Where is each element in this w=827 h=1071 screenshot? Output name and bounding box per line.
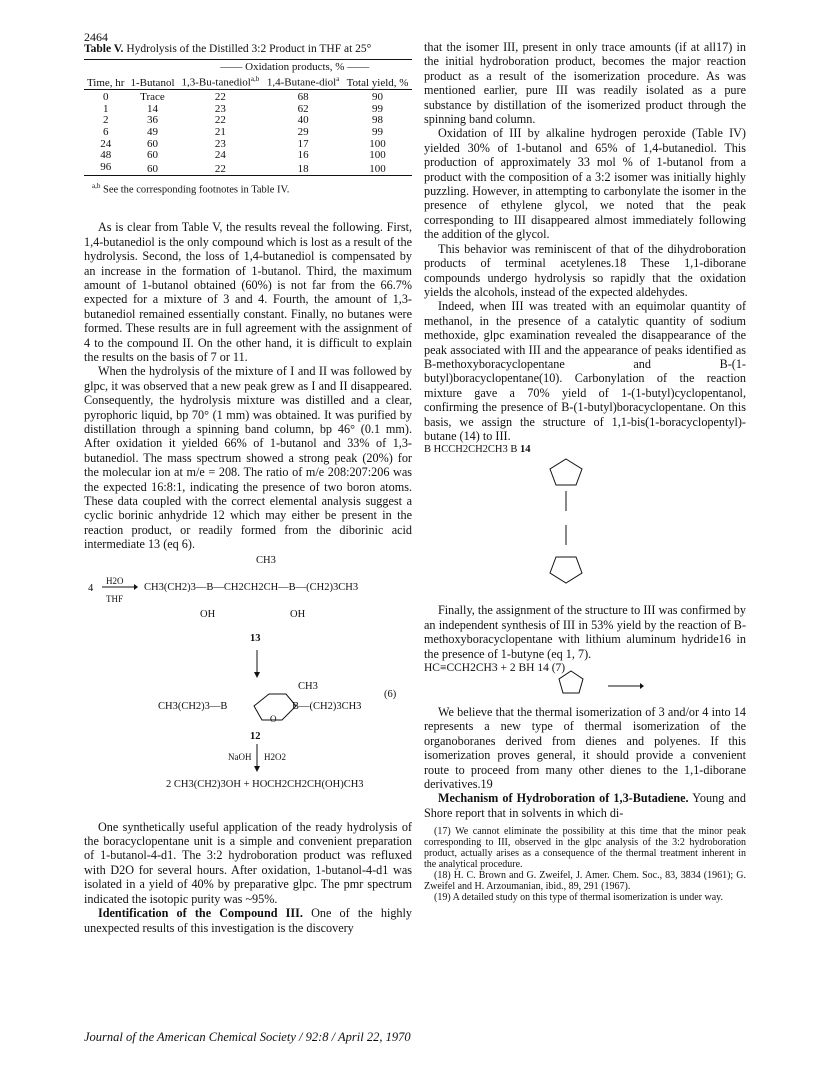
header-total-yield: Total yield, % — [343, 74, 412, 90]
paragraph-mechanism: Mechanism of Hydroboration of 1,3-Butadiene. Young and Shore report that in solvents in which di- — [424, 791, 746, 820]
section-heading-identification: Identification of the Compound III. — [98, 906, 303, 921]
reaction-arrow-icon — [608, 681, 644, 691]
journal-footer: Journal of the American Chemical Society / 92:8 / April 22, 1970 — [84, 1030, 411, 1044]
equation-6 — [84, 552, 412, 820]
right-column — [424, 40, 746, 903]
eq6-reagent: NaOH — [228, 751, 252, 762]
section-heading-mechanism: Mechanism of Hydroboration of 1,3-Butadiene. — [438, 791, 689, 806]
paragraph: that the isomer III, present in only trace amounts (if at all17) in the initial hydroboration product, becomes the major reaction product as a result of the isomerization procedure. As was mentioned earlier, pure III was readily isolated as a pure substance by distillation of the isomerized product through the spinning band column. — [424, 40, 746, 127]
table-group-header: —— Oxidation products, % —— — [220, 61, 370, 74]
paragraph: We believe that the thermal isomerization of 3 and/or 4 into 14 represents a new type of thermal isomerization of the organoboranes derived from dienes and polyenes. If this isomerization proves general, it should provide a convenient route to proceed from many other dienes to the 1,1-diborane derivatives.19 — [424, 705, 746, 792]
paragraph: Indeed, when III was treated with an equimolar quantity of methanol, in the presence of a catalytic quantity of sodium methoxide, glpc examination revealed the disappearance of the peak associated with III and the appearance of peaks identified as B-methoxyboracyclopentane and B-(1-butyl)boracyclopentane(10). Carbonylation of the reaction mixture gave a 70% yield of 1-(1-butyl)cyclopentanol, confirming the presence of B-(1-butyl)boracyclopentane. On this basis, we assign the structure of 1,1-bis(1-boracyclopentyl)-butane (14) to III. — [424, 299, 746, 443]
table-caption — [84, 42, 412, 56]
eq6-formula-13: CH3(CH2)3—B—CH2CH2CH—B—(CH2)3CH3 — [144, 581, 359, 593]
eq6-ring-ch3: CH3 — [298, 680, 318, 692]
eq6-ring-oxygen: O — [270, 713, 277, 724]
struct14-label: 14 — [520, 444, 531, 456]
data-table — [84, 59, 412, 176]
bond-line-icon — [564, 525, 568, 545]
cyclopentane-ring-icon — [557, 669, 585, 697]
table-row: 1 14 23 62 99 — [102, 102, 384, 115]
paragraph: One synthetically useful application of the ready hydrolysis of the boracyclopentane unit is a simple and convenient preparation of 1-butanol-4-d1. The 3:2 hydroboration product was refluxed with D2O for several hours. After oxidation, 1-butanol-4-d1 was isolated in a yield of 40% by preparative glpc. The pmr spectrum indicated the isotopic purity was ~95%. — [84, 819, 412, 906]
eq7-left: HC≡CCH2CH3 + 2 — [424, 662, 516, 674]
table-caption-text: Hydrolysis of the Distilled 3:2 Product in THF at 25° — [126, 43, 372, 55]
eq6-arrow-top: H2O — [106, 575, 124, 586]
table-row: 48 60 24 16 100 — [100, 149, 386, 162]
table-row: 24 60 23 17 100 — [100, 137, 386, 150]
table-row: 0 Trace 22 68 90 — [102, 91, 384, 104]
cyclopentane-ring-icon — [546, 457, 586, 487]
eq6-ring-right: B—(CH2)3CH3 — [292, 700, 362, 712]
eq6-ring-left: CH3(CH2)3—B — [158, 700, 228, 712]
left-column — [84, 40, 412, 935]
header-butanol: 1-Butanol — [127, 74, 177, 90]
struct14-b-bottom: B — [510, 444, 518, 456]
table-header-row — [84, 74, 412, 90]
paragraph: This behavior was reminiscent of that of the dihydroboration products of terminal acetylenes.18 These 1,1-diborane compounds undergo hydrolysis so rapidly that the oxidation yields the alcohols, instead of the expected aldehydes. — [424, 241, 746, 299]
eq7-number: (7) — [551, 662, 566, 674]
equation-7 — [424, 661, 746, 705]
paragraph: Oxidation of III by alkaline hydrogen peroxide (Table IV) yielded 30% of 1-butanol and 65% of 1,4-butanediol. This production of approximately 33 mol % of 1-butanol from a product with the composition of a 3:2 isomer was initially highly puzzling. However, in attempting to carbonylate the isomer in the presence of ethylene glycol, we noted that the peak corresponding to III disappeared almost immediately following the addition of the glycol. — [424, 126, 746, 242]
eq6-ch3-top: CH3 — [256, 554, 276, 566]
paragraph: Finally, the assignment of the structure to III was confirmed by an independent synthesis of III in 53% yield by the reaction of B-methoxyboracyclopentane with lithium aluminum hydride16 in the presence of 1-butyne (eq 1, 7). — [424, 603, 746, 661]
footnote: (17) We cannot eliminate the possibility at this time that the minor peak corresponding to III, observed in the glpc analysis of the 3:2 hydroboration product, actually arises as a consequence of the thermal treatment inherent in the analytical procedure. — [424, 826, 746, 871]
table-row: 2 36 22 40 98 — [102, 114, 384, 127]
eq6-reagent-2: H2O2 — [264, 751, 286, 762]
footnotes — [424, 826, 746, 903]
eq6-label-12: 12 — [250, 730, 261, 742]
table-caption-label: Table V. — [84, 43, 124, 55]
footnote: (18) H. C. Brown and G. Zweifel, J. Amer. Chem. Soc., 83, 3834 (1961); G. Zweifel and H. Arzoumanian, ibid., 89, 291 (1967). — [424, 870, 746, 893]
eq6-oh-2: OH — [290, 608, 306, 620]
bond-line-icon — [564, 491, 568, 511]
eq7-bh: BH — [518, 662, 535, 674]
footnote: (19) A detailed study on this type of thermal isomerization is under way. — [434, 892, 724, 904]
paragraph-identification: Identification of the Compound III. One of the highly unexpected results of this investigation is the discovery — [84, 906, 412, 935]
eq6-oh-1: OH — [200, 608, 216, 620]
cyclopentane-ring-icon — [546, 555, 586, 585]
eq6-arrow-bottom: THF — [106, 593, 124, 604]
struct14-chain: HCCH2CH2CH3 — [433, 444, 508, 456]
structure-14 — [424, 443, 746, 603]
header-time: Time, hr — [84, 74, 127, 90]
table-row: 96 60 22 18 100 — [84, 162, 412, 176]
eq6-label-13: 13 — [250, 632, 261, 644]
eq6-reactant: 4 — [88, 582, 94, 594]
eq6-number: (6) — [384, 688, 397, 700]
struct14-b-top: B — [424, 444, 432, 456]
reaction-arrow-icon — [102, 582, 138, 592]
paragraph: When the hydrolysis of the mixture of I and II was followed by glpc, it was observed that a new peak grew as I and II disappeared. Consequently, the hydrolysis mixture was distilled and a clear, pyrophoric liquid, bp 70° (1 mm) was obtained. It was purified by distillation through a spinning band column, bp 46° (0.1 mm). After oxidation it yielded 66% of 1-butanol and 33% of 1,3-butanediol. The mass spectrum showed a strong peak (20%) for the molecular ion at m/e = 208. The ratio of m/e 208:207:206 was the expected 16:8:1, indicating the presence of two boron atoms. These data coupled with the correct elemental analysis suggest a cyclic borinic anhydride 12 which may either be present in the reaction product, or readily formed from the diborinic acid intermediate 13 (eq 6). — [84, 364, 412, 552]
paragraph: As is clear from Table V, the results reveal the following. First, 1,4-butanediol is the only compound which is lost as a result of the hydrolysis. Second, the loss of 1,4-butanediol is compensated by an increase in the formation of 1-butanol. Third, the maximum amount of 1-butanol obtained (60%) is not far from the 66.7% expected for a mixture of 3 and 4. Fourth, the amount of 1,3-butanediol remained essentially constant. Finally, no butanes were formed. These results are in full agreement with the assignment of 4 to the compound II. On the other hand, it is difficult to explain the results on the basis of 7 or 11. — [84, 220, 412, 364]
table-row: 6 49 21 29 99 — [102, 126, 384, 139]
table-footnote: $^{a,b}$ See the corresponding footnotes in Table IV. — [92, 182, 290, 196]
header-13-butanediol: 1,3-Bu-tanediol$^{a,b}$ — [178, 74, 263, 90]
page-number: 2464 — [84, 30, 108, 44]
down-arrow-icon — [252, 650, 262, 678]
header-14-butanediol: 1,4-Butane-diol$^a$ — [263, 74, 343, 90]
eq7-product: 14 — [537, 662, 549, 674]
eq6-products: 2 CH3(CH2)3OH + HOCH2CH2CH(OH)CH3 — [166, 778, 364, 790]
down-arrow-icon — [252, 744, 262, 772]
